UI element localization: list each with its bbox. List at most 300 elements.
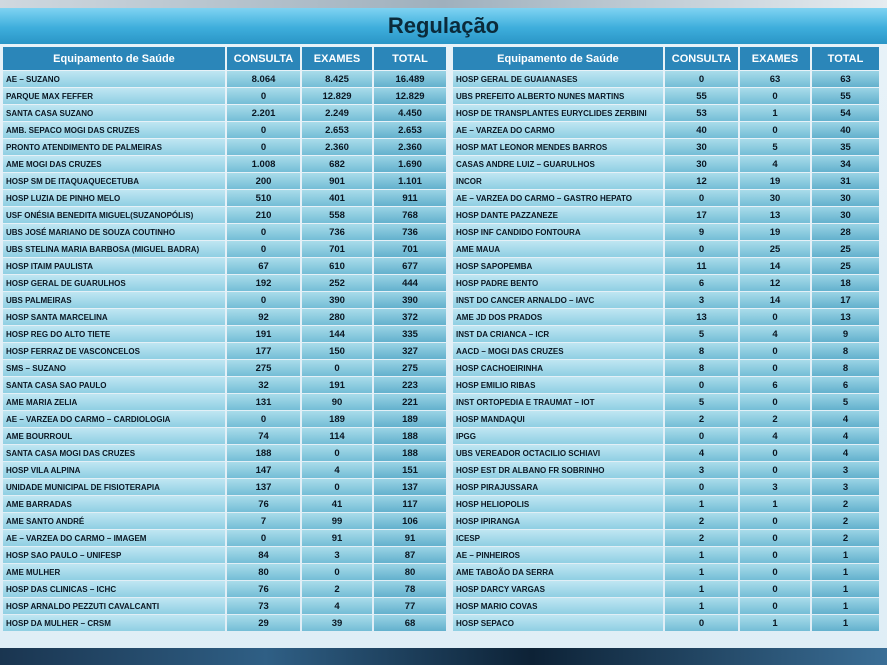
consulta-cell: 0 (227, 139, 300, 155)
total-cell: 25 (812, 258, 879, 274)
exames-cell: 0 (740, 360, 810, 376)
total-cell: 768 (374, 207, 446, 223)
consulta-cell: 191 (227, 326, 300, 342)
equipment-name-cell: UBS PREFEITO ALBERTO NUNES MARTINS (453, 88, 663, 104)
exames-cell: 0 (302, 445, 372, 461)
consulta-cell: 6 (665, 275, 738, 291)
consulta-cell: 5 (665, 326, 738, 342)
equipment-name-cell: INST DA CRIANCA – ICR (453, 326, 663, 342)
table-row (453, 513, 879, 529)
total-cell: 35 (812, 139, 879, 155)
table-row (3, 275, 446, 291)
equipment-name-cell: HOSP SM DE ITAQUAQUECETUBA (3, 173, 225, 189)
consulta-cell: 92 (227, 309, 300, 325)
table-row (453, 105, 879, 121)
consulta-cell: 8 (665, 360, 738, 376)
total-cell: 151 (374, 462, 446, 478)
total-cell: 1 (812, 581, 879, 597)
table-row (3, 360, 446, 376)
table-row (3, 462, 446, 478)
exames-cell: 12.829 (302, 88, 372, 104)
total-cell: 8 (812, 360, 879, 376)
table-row (3, 411, 446, 427)
equipment-name-cell: UBS PALMEIRAS (3, 292, 225, 308)
table-row (3, 71, 446, 87)
equipment-name-cell: SMS – SUZANO (3, 360, 225, 376)
consulta-cell: 3 (665, 462, 738, 478)
exames-cell: 2 (740, 411, 810, 427)
equipment-name-cell: HOSP PIRAJUSSARA (453, 479, 663, 495)
consulta-cell: 1 (665, 547, 738, 563)
exames-cell: 252 (302, 275, 372, 291)
exames-cell: 14 (740, 292, 810, 308)
equipment-name-cell: HOSP VILA ALPINA (3, 462, 225, 478)
exames-cell: 0 (302, 360, 372, 376)
consulta-cell: 29 (227, 615, 300, 631)
total-cell: 2 (812, 496, 879, 512)
exames-cell: 2.653 (302, 122, 372, 138)
total-cell: 188 (374, 445, 446, 461)
table-row (453, 360, 879, 376)
table-row (453, 241, 879, 257)
equipment-name-cell: INCOR (453, 173, 663, 189)
equipment-name-cell: HOSP DANTE PAZZANEZE (453, 207, 663, 223)
table-row (3, 326, 446, 342)
total-cell: 4 (812, 411, 879, 427)
exames-cell: 2 (302, 581, 372, 597)
consulta-cell: 147 (227, 462, 300, 478)
table-row (453, 615, 879, 631)
exames-cell: 558 (302, 207, 372, 223)
table-row (3, 479, 446, 495)
consulta-cell: 4 (665, 445, 738, 461)
table-row (453, 445, 879, 461)
total-cell: 188 (374, 428, 446, 444)
exames-cell: 701 (302, 241, 372, 257)
table-row (3, 581, 446, 597)
table-row (3, 292, 446, 308)
equipment-name-cell: HOSP CACHOEIRINHA (453, 360, 663, 376)
exames-cell: 4 (302, 598, 372, 614)
table-row (3, 224, 446, 240)
exames-cell: 12 (740, 275, 810, 291)
consulta-cell: 177 (227, 343, 300, 359)
exames-cell: 0 (740, 343, 810, 359)
total-cell: 9 (812, 326, 879, 342)
consulta-cell: 32 (227, 377, 300, 393)
equipment-name-cell: HOSP ARNALDO PEZZUTI CAVALCANTI (3, 598, 225, 614)
consulta-cell: 510 (227, 190, 300, 206)
consulta-cell: 0 (227, 292, 300, 308)
bottom-bar (0, 648, 887, 665)
exames-cell: 0 (740, 445, 810, 461)
consulta-cell: 1 (665, 598, 738, 614)
consulta-cell: 1 (665, 581, 738, 597)
total-cell: 31 (812, 173, 879, 189)
total-cell: 12.829 (374, 88, 446, 104)
total-cell: 18 (812, 275, 879, 291)
consulta-cell: 55 (665, 88, 738, 104)
exames-cell: 114 (302, 428, 372, 444)
equipment-name-cell: PARQUE MAX FEFFER (3, 88, 225, 104)
equipment-name-cell: HOSP SANTA MARCELINA (3, 309, 225, 325)
table-header-row (453, 47, 879, 70)
table-row (3, 122, 446, 138)
total-cell: 68 (374, 615, 446, 631)
total-cell: 372 (374, 309, 446, 325)
exames-cell: 736 (302, 224, 372, 240)
table-row (3, 88, 446, 104)
total-cell: 335 (374, 326, 446, 342)
exames-cell: 4 (740, 428, 810, 444)
total-cell: 1 (812, 598, 879, 614)
equipment-name-cell: AE – VARZEA DO CARMO – CARDIOLOGIA (3, 411, 225, 427)
consulta-cell: 0 (665, 377, 738, 393)
exames-cell: 2.249 (302, 105, 372, 121)
equipment-name-cell: HOSP IPIRANGA (453, 513, 663, 529)
equipment-name-cell: IPGG (453, 428, 663, 444)
table-row (3, 190, 446, 206)
consulta-cell: 12 (665, 173, 738, 189)
equipment-name-cell: HOSP GERAL DE GUARULHOS (3, 275, 225, 291)
total-cell: 78 (374, 581, 446, 597)
total-cell: 13 (812, 309, 879, 325)
equipment-name-cell: SANTA CASA MOGI DAS CRUZES (3, 445, 225, 461)
exames-cell: 0 (740, 581, 810, 597)
table-row (3, 258, 446, 274)
total-cell: 87 (374, 547, 446, 563)
equipment-name-cell: HOSP EMILIO RIBAS (453, 377, 663, 393)
table-row (453, 547, 879, 563)
total-cell: 223 (374, 377, 446, 393)
exames-cell: 99 (302, 513, 372, 529)
table-row (3, 105, 446, 121)
consulta-cell: 8 (665, 343, 738, 359)
total-cell: 2.653 (374, 122, 446, 138)
table-row (3, 394, 446, 410)
page-title: Regulação (0, 8, 887, 44)
consulta-cell: 1 (665, 496, 738, 512)
total-cell: 40 (812, 122, 879, 138)
equipment-name-cell: HOSP ITAIM PAULISTA (3, 258, 225, 274)
consulta-cell: 1 (665, 564, 738, 580)
total-cell: 189 (374, 411, 446, 427)
consulta-cell: 74 (227, 428, 300, 444)
consulta-cell: 192 (227, 275, 300, 291)
exames-cell: 14 (740, 258, 810, 274)
exames-cell: 610 (302, 258, 372, 274)
table-row (3, 496, 446, 512)
exames-cell: 0 (740, 598, 810, 614)
consulta-cell: 76 (227, 581, 300, 597)
table-row (453, 479, 879, 495)
equipment-name-cell: USF ONÉSIA BENEDITA MIGUEL(SUZANOPÓLIS) (3, 207, 225, 223)
consulta-cell: 210 (227, 207, 300, 223)
exames-cell: 90 (302, 394, 372, 410)
table-row (3, 139, 446, 155)
total-cell: 2.360 (374, 139, 446, 155)
table-row (453, 581, 879, 597)
equipment-name-cell: HOSP MAT LEONOR MENDES BARROS (453, 139, 663, 155)
equipment-name-cell: HOSP SEPACO (453, 615, 663, 631)
consulta-cell: 8.064 (227, 71, 300, 87)
table-row (453, 598, 879, 614)
header-exames: EXAMES (740, 47, 810, 70)
table-row (453, 139, 879, 155)
exames-cell: 0 (740, 513, 810, 529)
total-cell: 701 (374, 241, 446, 257)
exames-cell: 280 (302, 309, 372, 325)
consulta-cell: 0 (227, 411, 300, 427)
consulta-cell: 76 (227, 496, 300, 512)
exames-cell: 4 (740, 156, 810, 172)
table-row (3, 241, 446, 257)
total-cell: 34 (812, 156, 879, 172)
total-cell: 736 (374, 224, 446, 240)
consulta-cell: 2.201 (227, 105, 300, 121)
table-row (453, 224, 879, 240)
table-row (3, 156, 446, 172)
consulta-cell: 131 (227, 394, 300, 410)
exames-cell: 0 (740, 547, 810, 563)
exames-cell: 1 (740, 496, 810, 512)
equipment-name-cell: HOSP INF CANDIDO FONTOURA (453, 224, 663, 240)
table-row (453, 326, 879, 342)
header-equipment: Equipamento de Saúde (453, 47, 663, 70)
exames-cell: 682 (302, 156, 372, 172)
table-row (3, 173, 446, 189)
exames-cell: 0 (302, 479, 372, 495)
total-cell: 54 (812, 105, 879, 121)
exames-cell: 63 (740, 71, 810, 87)
total-cell: 1 (812, 547, 879, 563)
consulta-cell: 137 (227, 479, 300, 495)
equipment-name-cell: ICESP (453, 530, 663, 546)
exames-cell: 19 (740, 224, 810, 240)
table-row (3, 530, 446, 546)
exames-cell: 0 (740, 394, 810, 410)
table-row (3, 445, 446, 461)
regulation-table-right (451, 46, 881, 632)
exames-cell: 4 (302, 462, 372, 478)
table-row (453, 258, 879, 274)
equipment-name-cell: HOSP DA MULHER – CRSM (3, 615, 225, 631)
equipment-name-cell: UNIDADE MUNICIPAL DE FISIOTERAPIA (3, 479, 225, 495)
total-cell: 390 (374, 292, 446, 308)
consulta-cell: 73 (227, 598, 300, 614)
table-row (453, 275, 879, 291)
equipment-name-cell: INST DO CANCER ARNALDO – IAVC (453, 292, 663, 308)
header-total: TOTAL (374, 47, 446, 70)
total-cell: 106 (374, 513, 446, 529)
table-row (3, 598, 446, 614)
consulta-cell: 0 (665, 479, 738, 495)
total-cell: 3 (812, 479, 879, 495)
total-cell: 275 (374, 360, 446, 376)
exames-cell: 0 (740, 530, 810, 546)
consulta-cell: 0 (665, 190, 738, 206)
total-cell: 3 (812, 462, 879, 478)
regulation-table-left (1, 46, 448, 632)
exames-cell: 189 (302, 411, 372, 427)
consulta-cell: 80 (227, 564, 300, 580)
total-cell: 77 (374, 598, 446, 614)
table-row (3, 428, 446, 444)
total-cell: 91 (374, 530, 446, 546)
equipment-name-cell: UBS VEREADOR OCTACILIO SCHIAVI (453, 445, 663, 461)
total-cell: 4.450 (374, 105, 446, 121)
consulta-cell: 0 (665, 241, 738, 257)
total-cell: 4 (812, 428, 879, 444)
exames-cell: 19 (740, 173, 810, 189)
table-row (3, 615, 446, 631)
header-total: TOTAL (812, 47, 879, 70)
equipment-name-cell: HOSP DE TRANSPLANTES EURYCLIDES ZERBINI (453, 105, 663, 121)
equipment-name-cell: AACD – MOGI DAS CRUZES (453, 343, 663, 359)
exames-cell: 901 (302, 173, 372, 189)
equipment-name-cell: HOSP DARCY VARGAS (453, 581, 663, 597)
equipment-name-cell: CASAS ANDRE LUIZ – GUARULHOS (453, 156, 663, 172)
equipment-name-cell: HOSP MARIO COVAS (453, 598, 663, 614)
exames-cell: 0 (740, 564, 810, 580)
equipment-name-cell: AME BARRADAS (3, 496, 225, 512)
exames-cell: 5 (740, 139, 810, 155)
total-cell: 1 (812, 564, 879, 580)
equipment-name-cell: AME MOGI DAS CRUZES (3, 156, 225, 172)
equipment-name-cell: SANTA CASA SAO PAULO (3, 377, 225, 393)
equipment-name-cell: AE – PINHEIROS (453, 547, 663, 563)
table-row (453, 173, 879, 189)
table-row (453, 292, 879, 308)
table-row (453, 411, 879, 427)
equipment-name-cell: HOSP DAS CLINICAS – ICHC (3, 581, 225, 597)
total-cell: 30 (812, 190, 879, 206)
exames-cell: 401 (302, 190, 372, 206)
table-row (453, 71, 879, 87)
exames-cell: 144 (302, 326, 372, 342)
total-cell: 17 (812, 292, 879, 308)
header-exames: EXAMES (302, 47, 372, 70)
consulta-cell: 0 (227, 88, 300, 104)
exames-cell: 0 (302, 564, 372, 580)
exames-cell: 3 (740, 479, 810, 495)
consulta-cell: 5 (665, 394, 738, 410)
equipment-name-cell: SANTA CASA SUZANO (3, 105, 225, 121)
equipment-name-cell: AE – SUZANO (3, 71, 225, 87)
table-row (3, 377, 446, 393)
consulta-cell: 200 (227, 173, 300, 189)
exames-cell: 0 (740, 309, 810, 325)
consulta-cell: 9 (665, 224, 738, 240)
table-row (453, 309, 879, 325)
equipment-name-cell: PRONTO ATENDIMENTO DE PALMEIRAS (3, 139, 225, 155)
equipment-name-cell: AME MAUA (453, 241, 663, 257)
equipment-name-cell: HOSP LUZIA DE PINHO MELO (3, 190, 225, 206)
table-row (453, 343, 879, 359)
total-cell: 677 (374, 258, 446, 274)
equipment-name-cell: AME MARIA ZELIA (3, 394, 225, 410)
equipment-name-cell: UBS STELINA MARIA BARBOSA (MIGUEL BADRA) (3, 241, 225, 257)
consulta-cell: 84 (227, 547, 300, 563)
equipment-name-cell: AME TABOÃO DA SERRA (453, 564, 663, 580)
table-row (453, 190, 879, 206)
consulta-cell: 30 (665, 139, 738, 155)
table-row (3, 564, 446, 580)
consulta-cell: 17 (665, 207, 738, 223)
consulta-cell: 0 (227, 224, 300, 240)
total-cell: 911 (374, 190, 446, 206)
consulta-cell: 0 (665, 71, 738, 87)
header-consulta: CONSULTA (227, 47, 300, 70)
equipment-name-cell: AE – VARZEA DO CARMO – IMAGEM (3, 530, 225, 546)
consulta-cell: 40 (665, 122, 738, 138)
total-cell: 137 (374, 479, 446, 495)
equipment-name-cell: HOSP SAPOPEMBA (453, 258, 663, 274)
total-cell: 1 (812, 615, 879, 631)
table-row (3, 547, 446, 563)
consulta-cell: 0 (665, 428, 738, 444)
table-row (453, 462, 879, 478)
table-row (3, 207, 446, 223)
consulta-cell: 0 (665, 615, 738, 631)
consulta-cell: 30 (665, 156, 738, 172)
equipment-name-cell: AME MULHER (3, 564, 225, 580)
equipment-name-cell: HOSP HELIOPOLIS (453, 496, 663, 512)
table-row (453, 377, 879, 393)
total-cell: 1.101 (374, 173, 446, 189)
table-row (453, 496, 879, 512)
exames-cell: 1 (740, 615, 810, 631)
total-cell: 80 (374, 564, 446, 580)
equipment-name-cell: AME SANTO ANDRÉ (3, 513, 225, 529)
exames-cell: 30 (740, 190, 810, 206)
exames-cell: 0 (740, 122, 810, 138)
table-row (453, 156, 879, 172)
equipment-name-cell: AME JD DOS PRADOS (453, 309, 663, 325)
consulta-cell: 2 (665, 513, 738, 529)
header-consulta: CONSULTA (665, 47, 738, 70)
equipment-name-cell: HOSP REG DO ALTO TIETE (3, 326, 225, 342)
equipment-name-cell: HOSP EST DR ALBANO FR SOBRINHO (453, 462, 663, 478)
table-row (3, 309, 446, 325)
table-row (453, 394, 879, 410)
exames-cell: 41 (302, 496, 372, 512)
consulta-cell: 2 (665, 530, 738, 546)
equipment-name-cell: HOSP GERAL DE GUAIANASES (453, 71, 663, 87)
equipment-name-cell: AE – VARZEA DO CARMO – GASTRO HEPATO (453, 190, 663, 206)
total-cell: 5 (812, 394, 879, 410)
consulta-cell: 0 (227, 241, 300, 257)
consulta-cell: 67 (227, 258, 300, 274)
equipment-name-cell: HOSP PADRE BENTO (453, 275, 663, 291)
table-row (3, 343, 446, 359)
total-cell: 63 (812, 71, 879, 87)
equipment-name-cell: INST ORTOPEDIA E TRAUMAT – IOT (453, 394, 663, 410)
total-cell: 444 (374, 275, 446, 291)
total-cell: 25 (812, 241, 879, 257)
total-cell: 2 (812, 513, 879, 529)
total-cell: 327 (374, 343, 446, 359)
exames-cell: 0 (740, 462, 810, 478)
exames-cell: 191 (302, 377, 372, 393)
consulta-cell: 188 (227, 445, 300, 461)
equipment-name-cell: AME BOURROUL (3, 428, 225, 444)
equipment-name-cell: HOSP MANDAQUI (453, 411, 663, 427)
equipment-name-cell: AE – VARZEA DO CARMO (453, 122, 663, 138)
table-row (453, 564, 879, 580)
table-row (453, 207, 879, 223)
exames-cell: 3 (302, 547, 372, 563)
